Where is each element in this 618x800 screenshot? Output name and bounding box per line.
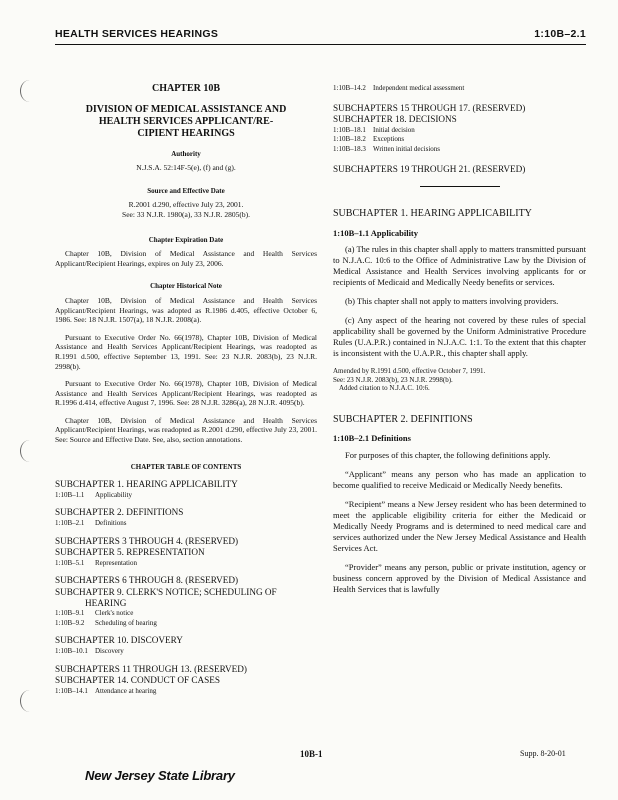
paragraph: (c) Any aspect of the hearing not covered by these rules of special applicability shall be governed by the Uniform Administrative Procedure Rules (U.A.P.R.) contained in N.J.A.C. 1:1. To the extent that this chapter is inconsistent with the U.A.P.R., this chapter shall apply.: [333, 315, 586, 359]
punch-hole-mark: [20, 440, 39, 462]
paragraph: “Provider” means any person, public or private institution, agency or business concern approved by the Division of Medical Assistance and Health Services that is lawfully: [333, 562, 586, 595]
paragraph: “Recipient” means a New Jersey resident who has been determined to meet the applicable eligibility criteria for either the Medicaid or Medically Needy Programs and is determined to need medical care and services authorized under the New Jersey Medical Assistance and Health Services Act.: [333, 499, 586, 554]
left-column: [55, 84, 317, 696]
toc-section-entry: [55, 619, 317, 629]
authority-text: N.J.S.A. 52:14F-5(e), (f) and (g).: [136, 163, 236, 173]
toc-continued: [333, 84, 586, 94]
subchapter-1-title: SUBCHAPTER 1. HEARING APPLICABILITY: [333, 208, 532, 220]
section-number: 1:10B–5.1: [55, 558, 85, 567]
history-note: Pursuant to Executive Order No. 66(1978), Chapter 10B, Division of Medical Assistance and Health Services Applicant/Recipient Hearings, was readopted as R.1991 d.500, effective September 13, 1991. See: 23 N.J.R. 2083(b), 23 N.J.R. 2998(b).: [55, 332, 317, 371]
toc-section-entry: [333, 126, 586, 136]
section-number: 1:10B–14.2: [333, 84, 366, 92]
punch-hole-mark: [20, 690, 39, 712]
history-note: Chapter 10B, Division of Medical Assistance and Health Services Applicant/Recipient Hearings, was adopted as R.1986 d.405, effective October 6, 1986. See: 18 N.J.R. 1507(a), 18 N.J.R. 2008(a).: [55, 295, 317, 325]
header-title: HEALTH SERVICES HEARINGS: [55, 28, 219, 40]
supplement-date: Supp. 8-20-01: [520, 749, 566, 758]
punch-hole-mark: [20, 80, 39, 102]
division-title: DIVISION OF MEDICAL ASSISTANCE AND HEALTH SERVICES APPLICANT/RE- CIPIENT HEARINGS: [85, 103, 287, 139]
toc-subchapter: SUBCHAPTER 2. DEFINITIONS: [55, 507, 184, 518]
library-stamp: New Jersey State Library: [85, 768, 235, 783]
history-note: Pursuant to Executive Order No. 66(1978), Chapter 10B, Division of Medical Assistance and Health Services Applicant/Recipient Hearings, was readopted as R.1996 d.414, effective August 7, 1996. See: 28 N.J.R. 3286(a), 28 N.J.R. 4095(b).: [55, 379, 317, 408]
section-title: Written initial decisions: [373, 144, 440, 153]
section-title: Discovery: [95, 646, 124, 655]
expiration-heading: Chapter Expiration Date: [148, 235, 224, 244]
toc-subchapter: SUBCHAPTERS 3 THROUGH 4. (RESERVED): [55, 535, 239, 546]
toc-section-entry: [55, 491, 317, 501]
toc-heading: CHAPTER TABLE OF CONTENTS: [130, 462, 242, 471]
right-column: [333, 84, 586, 603]
toc-subchapter: SUBCHAPTERS 11 THROUGH 13. (RESERVED): [55, 663, 247, 674]
source-heading: Source and Effective Date: [147, 186, 225, 195]
toc-subchapter: SUBCHAPTER 5. REPRESENTATION: [55, 547, 205, 558]
toc-section-entry: [333, 84, 586, 94]
section-title: Applicability: [95, 490, 132, 499]
toc-subchapter: SUBCHAPTER 14. CONDUCT OF CASES: [55, 675, 220, 686]
section-number: 1:10B–18.1: [333, 125, 366, 134]
toc-section-entry: [55, 687, 317, 697]
toc-section-entry: [55, 519, 317, 529]
toc-section-entry: [55, 559, 317, 569]
toc-section-entry: [333, 135, 586, 145]
paragraph: For purposes of this chapter, the following definitions apply.: [345, 450, 551, 461]
source-text-1: R.2001 d.290, effective July 23, 2001.: [128, 200, 244, 210]
toc-subchapter: SUBCHAPTER 18. DECISIONS: [333, 114, 457, 125]
authority-heading: Authority: [171, 149, 201, 158]
section-title: Initial decision: [373, 125, 415, 134]
section-2-1-heading: 1:10B–2.1 Definitions: [333, 433, 411, 444]
expiration-text: Chapter 10B, Division of Medical Assistance and Health Services Applicant/Recipient Hearings, expires on July 23, 2006.: [55, 249, 317, 268]
header-section: 1:10B–2.1: [534, 28, 586, 40]
toc-subchapter: SUBCHAPTER 9. CLERK'S NOTICE; SCHEDULING OF: [55, 587, 277, 597]
paragraph: (a) The rules in this chapter shall apply to matters transmitted pursuant to N.J.A.C. 10:6 to the Office of Administrative Law by the Division of Medical Assistance and Health Services involving applicants for or recipients of Medicaid and Medically Needy benefits or services.: [333, 244, 586, 288]
toc-section-entry: [55, 609, 317, 619]
source-text-2: See: 33 N.J.R. 1980(a), 33 N.J.R. 2805(b).: [122, 209, 250, 219]
table-of-contents: [55, 480, 317, 696]
paragraph: (b) This chapter shall not apply to matters involving providers.: [345, 296, 559, 307]
toc-subchapter-cont: HEARING: [85, 597, 127, 608]
section-title: Exceptions: [373, 135, 405, 144]
toc-subchapter: SUBCHAPTER 1. HEARING APPLICABILITY: [55, 479, 238, 490]
toc-subchapter: SUBCHAPTER 10. DISCOVERY: [55, 635, 183, 646]
section-number: 1:10B–10.1: [55, 646, 88, 655]
toc-subchapter: SUBCHAPTERS 6 THROUGH 8. (RESERVED): [55, 575, 239, 586]
history-heading: Chapter Historical Note: [150, 282, 222, 291]
toc-section-entry: [55, 647, 317, 657]
section-title: Attendance at hearing: [95, 686, 157, 695]
amendment-note: Amended by R.1991 d.500, effective October 7, 1991. See: 23 N.J.R. 2083(b), 23 N.J.R. 2998(b). Added citation to N.J.A.C. 10:6.: [333, 367, 486, 393]
history-note: Chapter 10B, Division of Medical Assistance and Health Services Applicant/Recipient Hearings, was readopted as R.2001 d.290, effective July 23, 2001. See: Source and Effective Date. See, also, section annotations.: [55, 415, 317, 445]
page-number: 10B-1: [300, 749, 323, 759]
section-number: 1:10B–2.1: [55, 519, 85, 528]
paragraph: “Applicant” means any person who has made an application to become qualified to receive Medicaid or Medically Needy benefits.: [333, 469, 586, 491]
subchapter-2-title: SUBCHAPTER 2. DEFINITIONS: [333, 413, 473, 425]
section-title: Scheduling of hearing: [95, 618, 157, 627]
section-title: Representation: [95, 558, 137, 567]
section-number: 1:10B–14.1: [55, 686, 88, 695]
section-title: Definitions: [95, 519, 127, 528]
section-1-1-heading: 1:10B–1.1 Applicability: [333, 227, 419, 238]
section-number: 1:10B–9.1: [55, 609, 85, 618]
header-rule: [55, 44, 586, 45]
chapter-title: CHAPTER 10B: [151, 83, 221, 94]
toc-section-list: [333, 126, 586, 155]
toc-subchapter: SUBCHAPTERS 19 THROUGH 21. (RESERVED): [333, 163, 526, 174]
section-number: 1:10B–1.1: [55, 490, 85, 499]
section-number: 1:10B–18.3: [333, 144, 366, 153]
section-divider: [420, 186, 500, 187]
section-number: 1:10B–18.2: [333, 135, 366, 144]
toc-subchapter: SUBCHAPTERS 15 THROUGH 17. (RESERVED): [333, 102, 526, 113]
section-number: 1:10B–9.2: [55, 618, 85, 627]
section-title: Clerk's notice: [95, 609, 134, 618]
section-title: Independent medical assessment: [373, 84, 465, 92]
running-header: [55, 28, 586, 40]
toc-section-entry: [333, 145, 586, 155]
